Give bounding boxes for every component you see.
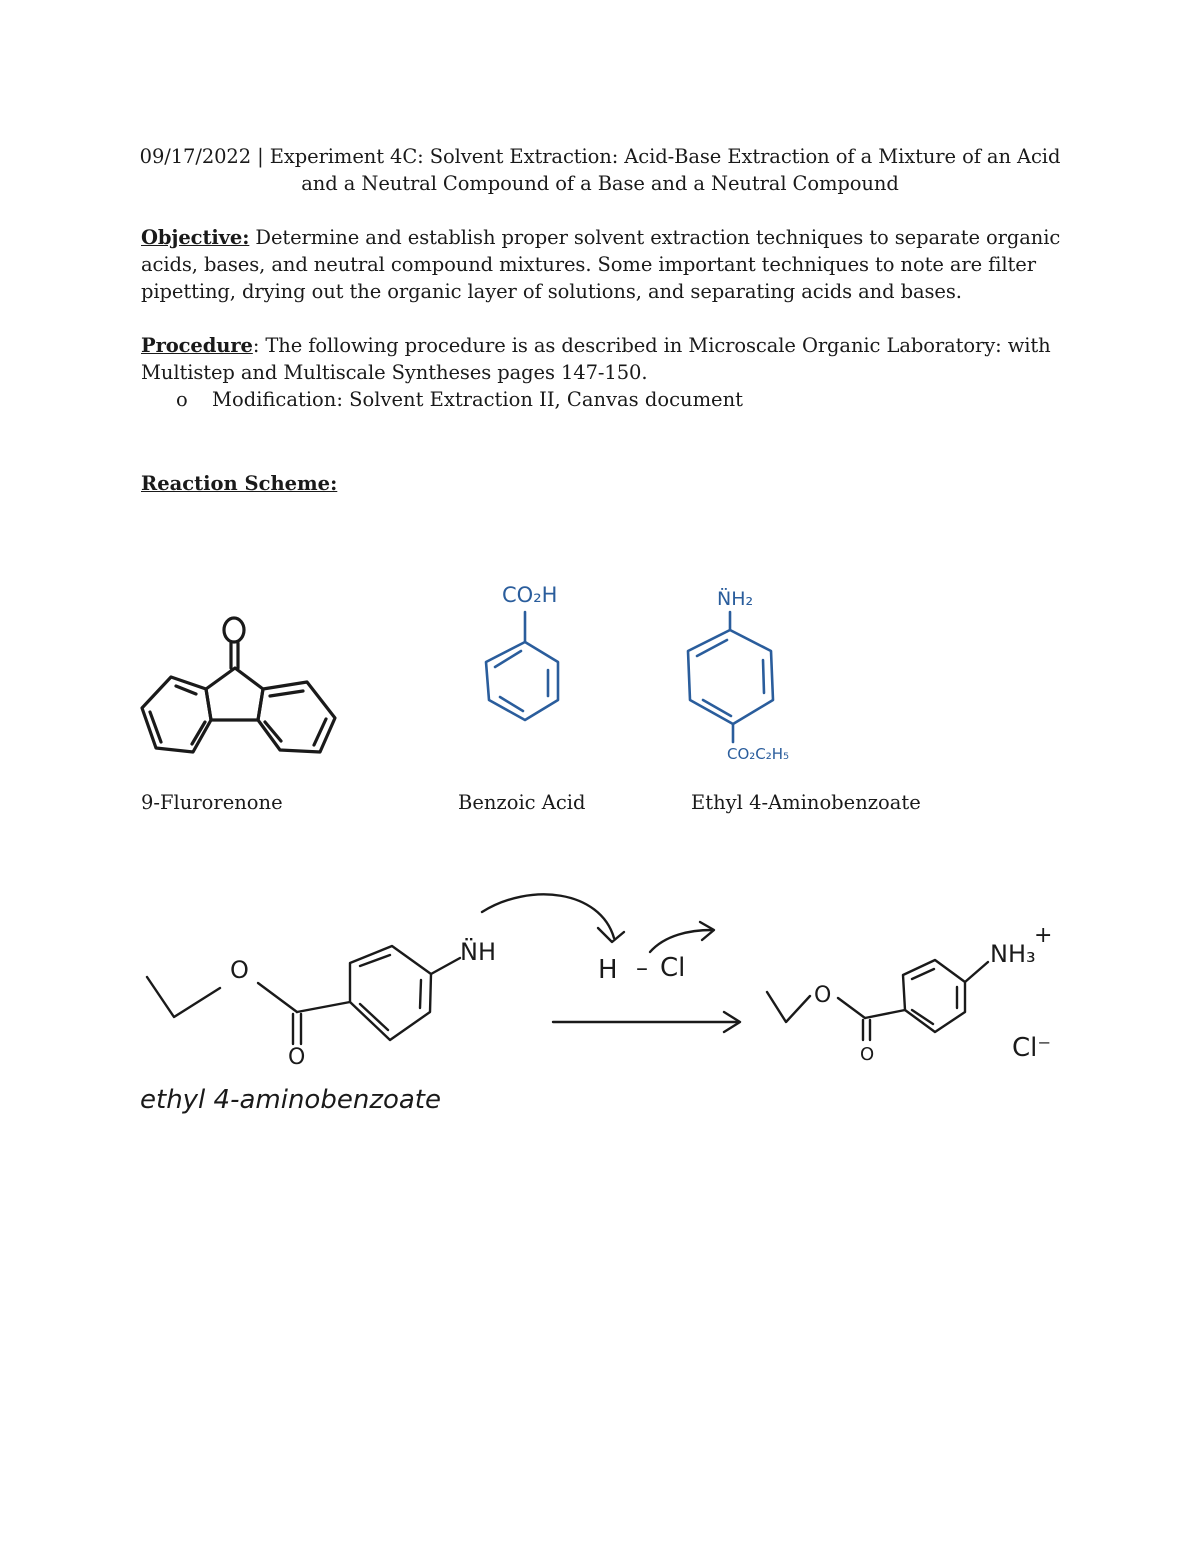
- procedure-text: : The following procedure is as described in Microscale Organic Laboratory: with Multistep and Multiscale Syntheses pages 147-150.: [141, 334, 1051, 384]
- procedure-label: Procedure: [141, 334, 253, 357]
- reactant-carbon-ring-bond: [297, 1002, 350, 1012]
- reactant-carbonyl-oxygen: O: [288, 1045, 306, 1070]
- fluorenone-structure: [142, 618, 335, 752]
- product-ammonium-label: NH₃: [990, 940, 1036, 968]
- reactant-benzene-ring: [350, 946, 431, 1040]
- product-ammonium-bond: [965, 962, 988, 982]
- ethyl-aminobenzoate-ring: [688, 630, 773, 724]
- caption-ethyl-aminobenzoate: Ethyl 4-Aminobenzoate: [691, 791, 921, 814]
- reactant-amine-bond: [431, 958, 460, 974]
- acid-bond: –: [636, 954, 648, 982]
- product-carbon-ring-bond: [865, 1010, 905, 1018]
- caption-benzoic-acid: Benzoic Acid: [458, 791, 586, 814]
- objective-label: Objective:: [141, 226, 250, 249]
- benzoic-acid-structure: [486, 612, 558, 720]
- ethyl-aminobenzoate-structure: [688, 612, 773, 742]
- reactant-ester-bond: [258, 983, 297, 1012]
- product-ester-oxygen: O: [814, 983, 832, 1008]
- product-carbonyl-oxygen: O: [860, 1044, 875, 1065]
- fluorenone-five-ring: [206, 668, 263, 720]
- bullet-marker: o: [176, 388, 188, 411]
- title-line-1: 09/17/2022 | Experiment 4C: Solvent Extraction: Acid-Base Extraction of a Mixture of an Acid: [139, 145, 1061, 168]
- reactant-name-label: ethyl 4-aminobenzoate: [140, 1085, 441, 1115]
- fluorenone-carbonyl-oxygen: [224, 618, 244, 642]
- ethyl-aminobenzoate-top-group: N̈H₂: [717, 588, 754, 610]
- curved-arrow-n-to-h: [482, 894, 614, 938]
- product-ester-bond: [838, 998, 865, 1018]
- reactant-amine-label: N̈H: [460, 938, 496, 966]
- reactant-ethyl-chain: [147, 977, 220, 1017]
- reaction-drawing: [147, 894, 988, 1044]
- caption-fluorenone: 9-Flurorenone: [141, 791, 283, 814]
- ethyl-aminobenzoate-bottom-group: CO₂C₂H₅: [727, 745, 790, 763]
- ethyl-aminobenzoate-inner-1: [697, 640, 727, 656]
- title-line-2: and a Neutral Compound of a Base and a Neutral Compound: [301, 172, 899, 195]
- fluorenone-right-inner-1: [270, 691, 303, 696]
- acid-chlorine: Cl: [660, 953, 686, 983]
- acid-hydrogen: H: [598, 955, 618, 985]
- benzoic-acid-substituent: CO₂H: [502, 583, 558, 607]
- ethyl-aminobenzoate-inner-2: [763, 660, 764, 693]
- product-benzene-ring: [903, 960, 965, 1032]
- reactant-ester-oxygen: O: [230, 956, 249, 984]
- product-ethyl-chain: [767, 992, 810, 1022]
- reaction-scheme-heading: Reaction Scheme:: [141, 472, 338, 495]
- bullet-text: Modification: Solvent Extraction II, Canvas document: [212, 388, 743, 411]
- curved-arrow-bond-to-cl: [650, 930, 712, 952]
- benzoic-acid-inner-1: [495, 651, 521, 667]
- fluorenone-left-inner-1: [176, 686, 196, 694]
- chloride-ion: Cl⁻: [1012, 1033, 1052, 1063]
- product-charge: +: [1034, 923, 1053, 948]
- reactant-ring-inner-2: [420, 980, 421, 1008]
- objective-text: Determine and establish proper solvent extraction techniques to separate organic acids, bases, and neutral compound mixtures. Some important techniques to note are filter pipetting, drying out the organic layer of solutions, and separating acids and bases.: [141, 226, 1061, 303]
